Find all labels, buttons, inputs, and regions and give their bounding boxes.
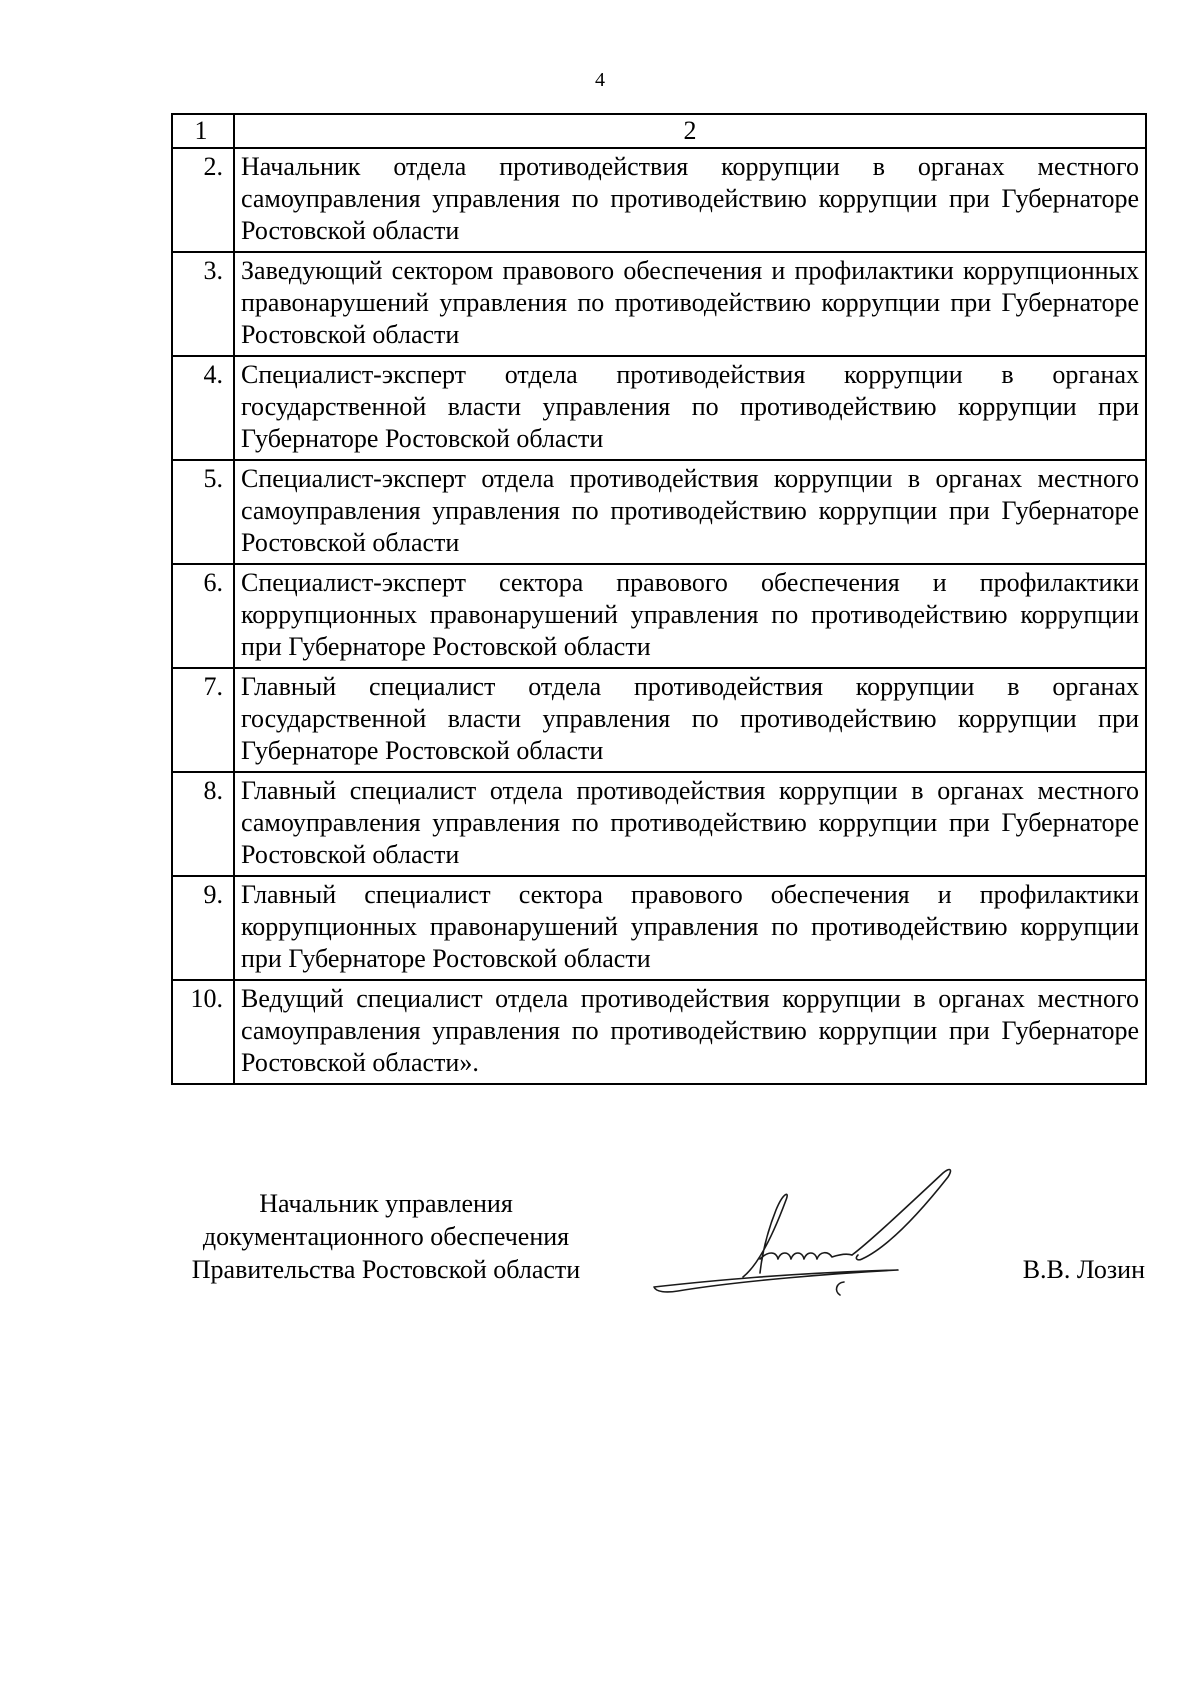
table-row xyxy=(172,876,1146,980)
row-number: 6. xyxy=(172,564,234,668)
signatory-name: В.В. Лозин xyxy=(1022,1255,1145,1284)
header-col-text: 2 xyxy=(234,114,1146,148)
table-row xyxy=(172,668,1146,772)
table-row xyxy=(172,772,1146,876)
row-text: Начальник отдела противодействия коррупции в органах местного самоуправления управления по противодействию коррупции при Губернаторе Ростовской области xyxy=(234,148,1146,252)
table-row xyxy=(172,356,1146,460)
header-col-number: 1 xyxy=(172,114,234,148)
page-number: 4 xyxy=(595,69,605,91)
row-text: Главный специалист отдела противодействия коррупции в органах местного самоуправления управления по противодействию коррупции при Губернаторе Ростовской области xyxy=(234,772,1146,876)
row-number: 3. xyxy=(172,252,234,356)
signatory-title-line: Правительства Ростовской области xyxy=(191,1255,581,1284)
table-header-row xyxy=(172,114,1146,148)
row-text: Главный специалист сектора правового обеспечения и профилактики коррупционных правонарушений управления по противодействию коррупции при Губернаторе Ростовской области xyxy=(234,876,1146,980)
row-number: 4. xyxy=(172,356,234,460)
row-number: 7. xyxy=(172,668,234,772)
handwritten-signature xyxy=(648,1155,988,1300)
row-number: 2. xyxy=(172,148,234,252)
table-row xyxy=(172,148,1146,252)
row-text: Специалист-эксперт отдела противодействия коррупции в органах государственной власти управления по противодействию коррупции при Губернаторе Ростовской области xyxy=(234,356,1146,460)
row-text: Специалист-эксперт отдела противодействия коррупции в органах местного самоуправления управления по противодействию коррупции при Губернаторе Ростовской области xyxy=(234,460,1146,564)
row-text: Главный специалист отдела противодействия коррупции в органах государственной власти управления по противодействию коррупции при Губернаторе Ростовской области xyxy=(234,668,1146,772)
row-number: 9. xyxy=(172,876,234,980)
row-number: 5. xyxy=(172,460,234,564)
row-number: 10. xyxy=(172,980,234,1084)
table-row xyxy=(172,252,1146,356)
row-text: Специалист-эксперт сектора правового обеспечения и профилактики коррупционных правонарушений управления по противодействию коррупции при Губернаторе Ростовской области xyxy=(234,564,1146,668)
signatory-title xyxy=(171,1187,601,1286)
table-row xyxy=(172,460,1146,564)
table-row xyxy=(172,980,1146,1084)
signatory-title-line: Начальник управления xyxy=(259,1189,513,1218)
row-text: Заведующий сектором правового обеспечения и профилактики коррупционных правонарушений управления по противодействию коррупции при Губернаторе Ростовской области xyxy=(234,252,1146,356)
row-number: 8. xyxy=(172,772,234,876)
signatory-title-line: документационного обеспечения xyxy=(202,1222,570,1251)
row-text: Ведущий специалист отдела противодействия коррупции в органах местного самоуправления управления по противодействию коррупции при Губернаторе Ростовской области». xyxy=(234,980,1146,1084)
table-row xyxy=(172,564,1146,668)
positions-table xyxy=(171,113,1147,1085)
